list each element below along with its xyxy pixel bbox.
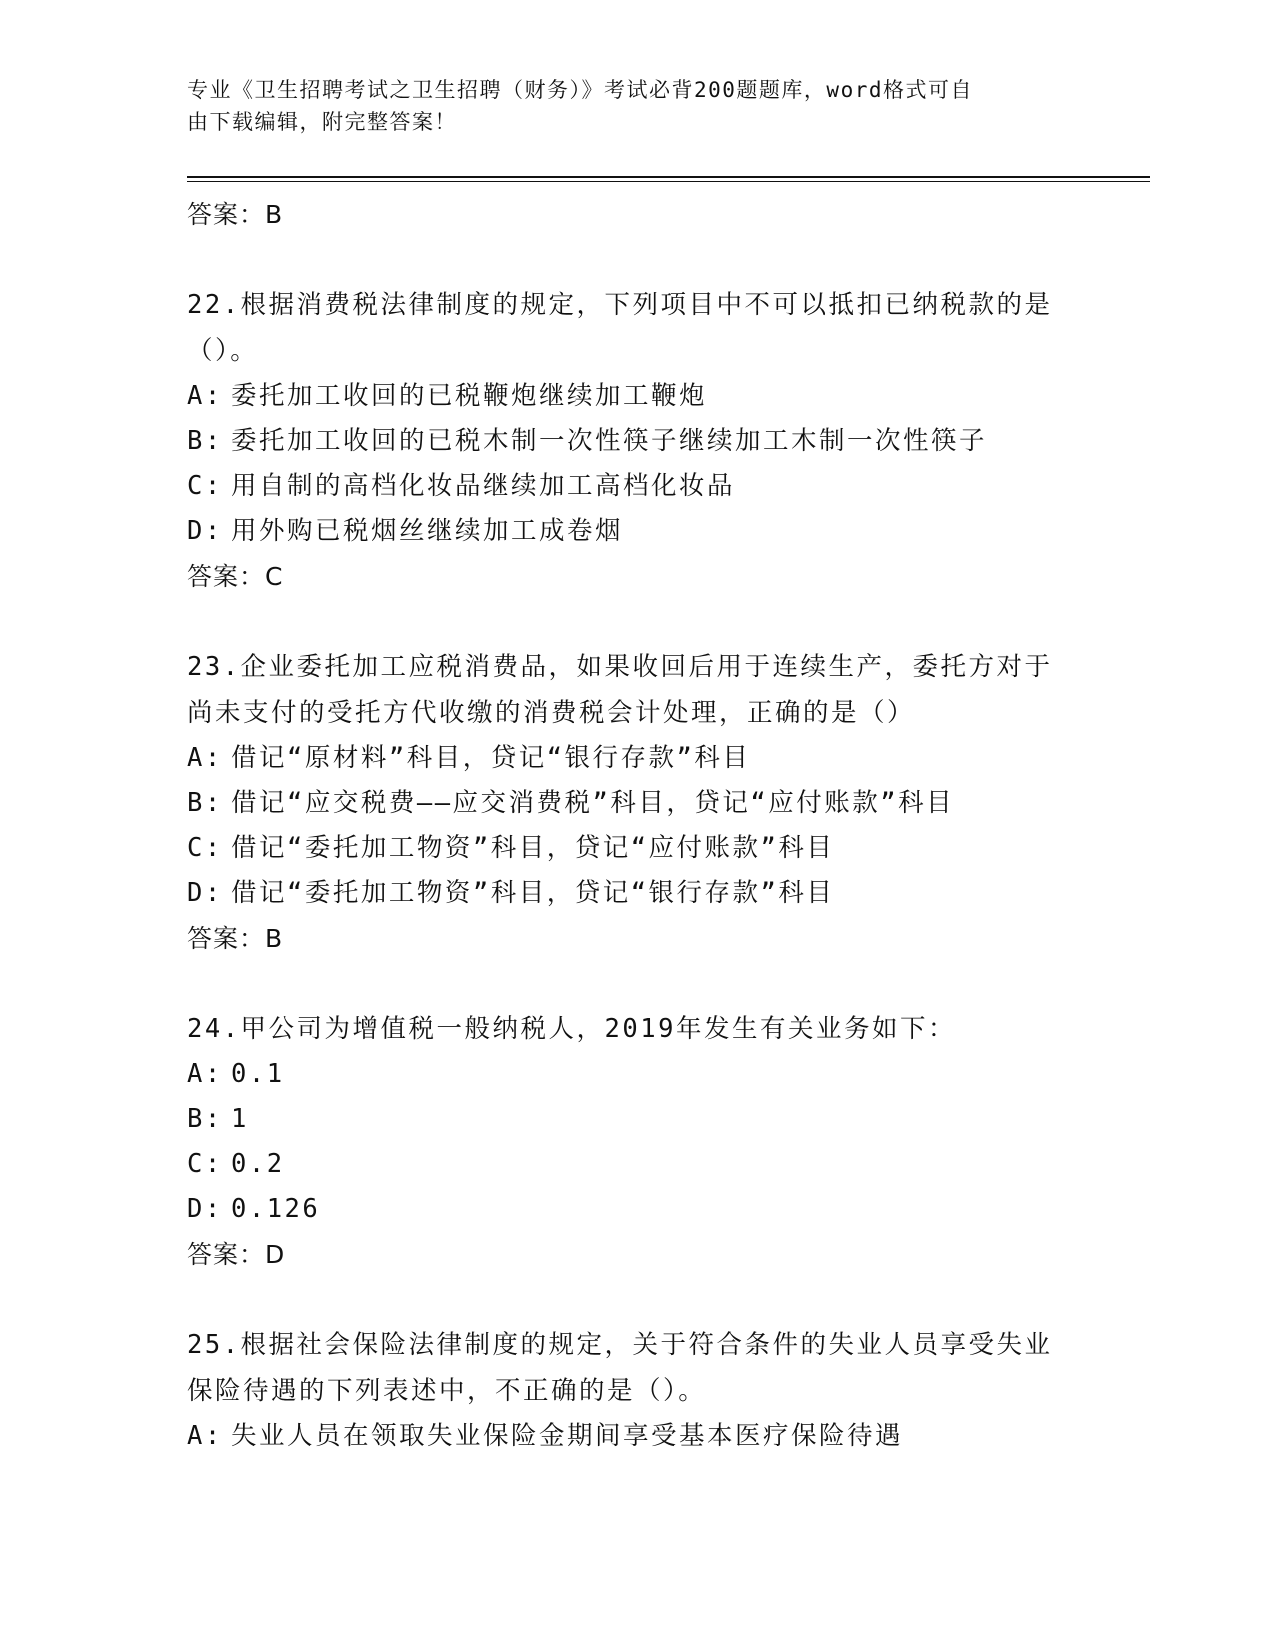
question-24 bbox=[187, 1006, 1087, 1278]
option-text: 0.126 bbox=[231, 1194, 321, 1224]
question-stem-line: 24.甲公司为增值税一般纳税人，2019年发生有关业务如下： bbox=[187, 1014, 956, 1044]
question-stem bbox=[187, 282, 1087, 374]
header-title-line-2: 由下载编辑，附完整答案！ bbox=[187, 110, 457, 134]
spacer bbox=[187, 238, 1087, 282]
document-header bbox=[187, 74, 1067, 138]
option-d bbox=[187, 509, 1087, 554]
answer-line: 答案：B bbox=[187, 924, 284, 953]
option-text: 用自制的高档化妆品继续加工高档化妆品 bbox=[231, 471, 736, 501]
option-letter: D: bbox=[187, 1194, 223, 1224]
option-letter: A: bbox=[187, 381, 223, 411]
option-c bbox=[187, 1142, 1087, 1187]
question-stem bbox=[187, 1006, 1087, 1052]
option-a bbox=[187, 374, 1087, 419]
question-23 bbox=[187, 644, 1087, 962]
option-letter: A: bbox=[187, 1421, 223, 1451]
question-stem-line: 尚未支付的受托方代收缴的消费税会计处理，正确的是（） bbox=[187, 698, 916, 728]
question-stem-line: 保险待遇的下列表述中，不正确的是（）。 bbox=[187, 1376, 707, 1406]
header-title-line-1: 专业《卫生招聘考试之卫生招聘（财务）》考试必背200题题库，word格式可自 bbox=[187, 78, 973, 102]
spacer bbox=[187, 600, 1087, 644]
option-letter: D: bbox=[187, 878, 223, 908]
answer-line: 答案：C bbox=[187, 562, 284, 591]
question-list bbox=[187, 192, 1087, 1459]
option-b bbox=[187, 781, 1087, 826]
header-rule-thick bbox=[187, 176, 1150, 178]
option-text: 借记“应交税费——应交消费税”科目，贷记“应付账款”科目 bbox=[231, 788, 955, 818]
header-rule-thin bbox=[187, 181, 1150, 182]
question-stem-line: 23.企业委托加工应税消费品，如果收回后用于连续生产，委托方对于 bbox=[187, 652, 1053, 682]
option-text: 借记“原材料”科目，贷记“银行存款”科目 bbox=[231, 743, 751, 773]
previous-answer: 答案：B bbox=[187, 200, 284, 229]
option-c bbox=[187, 826, 1087, 871]
option-b bbox=[187, 1097, 1087, 1142]
option-a bbox=[187, 1414, 1087, 1459]
option-c bbox=[187, 464, 1087, 509]
option-letter: B: bbox=[187, 1104, 223, 1134]
option-text: 借记“委托加工物资”科目，贷记“应付账款”科目 bbox=[231, 833, 835, 863]
option-letter: C: bbox=[187, 833, 223, 863]
option-text: 委托加工收回的已税鞭炮继续加工鞭炮 bbox=[231, 381, 708, 411]
option-text: 失业人员在领取失业保险金期间享受基本医疗保险待遇 bbox=[231, 1421, 904, 1451]
option-a bbox=[187, 1052, 1087, 1097]
option-d bbox=[187, 871, 1087, 916]
question-22 bbox=[187, 282, 1087, 600]
option-letter: B: bbox=[187, 426, 223, 456]
option-text: 委托加工收回的已税木制一次性筷子继续加工木制一次性筷子 bbox=[231, 426, 988, 456]
option-a bbox=[187, 736, 1087, 781]
question-stem-line: 22.根据消费税法律制度的规定，下列项目中不可以抵扣已纳税款的是 bbox=[187, 290, 1053, 320]
option-d bbox=[187, 1187, 1087, 1232]
option-letter: C: bbox=[187, 1149, 223, 1179]
option-text: 借记“委托加工物资”科目，贷记“银行存款”科目 bbox=[231, 878, 835, 908]
option-letter: B: bbox=[187, 788, 223, 818]
option-text: 0.1 bbox=[231, 1059, 285, 1089]
question-stem-line: 25.根据社会保险法律制度的规定，关于符合条件的失业人员享受失业 bbox=[187, 1330, 1053, 1360]
option-letter: C: bbox=[187, 471, 223, 501]
question-stem-line: （）。 bbox=[187, 336, 259, 366]
option-text: 用外购已税烟丝继续加工成卷烟 bbox=[231, 516, 624, 546]
question-stem bbox=[187, 1322, 1087, 1414]
option-letter: D: bbox=[187, 516, 223, 546]
option-text: 1 bbox=[231, 1104, 249, 1134]
option-letter: A: bbox=[187, 1059, 223, 1089]
question-stem bbox=[187, 644, 1087, 736]
spacer bbox=[187, 1278, 1087, 1322]
answer-line: 答案：D bbox=[187, 1240, 286, 1269]
option-letter: A: bbox=[187, 743, 223, 773]
option-text: 0.2 bbox=[231, 1149, 285, 1179]
spacer bbox=[187, 962, 1087, 1006]
option-b bbox=[187, 419, 1087, 464]
question-25 bbox=[187, 1322, 1087, 1459]
